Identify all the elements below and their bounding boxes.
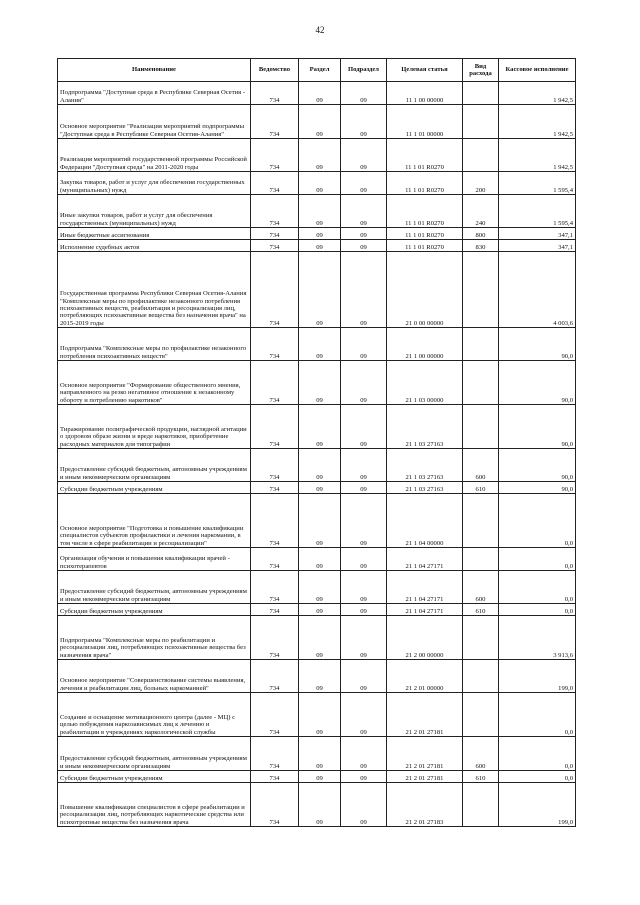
row-kind	[463, 693, 499, 737]
column-header-target: Целевая статья	[387, 59, 463, 82]
table-row	[58, 616, 576, 660]
row-name: Реализация мероприятий государственной программы Российской Федерации "Доступная среда" на 2011-2020 годы	[58, 139, 251, 172]
row-dept: 734	[251, 548, 299, 571]
row-dept: 734	[251, 449, 299, 482]
row-subsection: 09	[341, 783, 387, 827]
row-target: 11 1 01 R0270	[387, 228, 463, 240]
row-kind: 600	[463, 737, 499, 771]
row-amount: 0,0	[499, 494, 576, 548]
row-subsection: 09	[341, 548, 387, 571]
row-dept: 734	[251, 172, 299, 195]
table-row	[58, 449, 576, 482]
row-target: 11 1 01 R0270	[387, 240, 463, 252]
row-name: Предоставление субсидий бюджетным, автономным учреждениям и иным некоммерческим организациям	[58, 571, 251, 604]
row-subsection: 09	[341, 252, 387, 328]
row-kind	[463, 252, 499, 328]
row-kind	[463, 548, 499, 571]
row-amount: 90,0	[499, 405, 576, 449]
row-section: 09	[299, 737, 341, 771]
table-row	[58, 82, 576, 105]
row-amount: 0,0	[499, 604, 576, 616]
row-amount: 199,0	[499, 660, 576, 693]
row-name: Основное мероприятие "Реализация мероприятий подпрограммы "Доступная среда в Республике Северная Осетия-Алания"	[58, 105, 251, 139]
row-name: Тиражирование полиграфической продукции, наглядной агитации о здоровом образе жизни и вреде наркотиков, приобретение расходных материалов для типографии	[58, 405, 251, 449]
row-target: 21 2 01 27183	[387, 783, 463, 827]
row-target: 21 1 03 27163	[387, 449, 463, 482]
row-subsection: 09	[341, 449, 387, 482]
row-dept: 734	[251, 405, 299, 449]
row-name: Государственная программа Республики Северная Осетия-Алания "Комплексные меры по профилактике незаконного потребления психоактивных веществ, реабилитация и ресоциализация лиц, потребляющих психоактивные вещества без назначения врача" на 2015-2019 годы	[58, 252, 251, 328]
row-subsection: 09	[341, 328, 387, 361]
row-amount: 347,1	[499, 240, 576, 252]
row-target: 21 0 00 00000	[387, 252, 463, 328]
row-section: 09	[299, 361, 341, 405]
row-subsection: 09	[341, 228, 387, 240]
row-section: 09	[299, 771, 341, 783]
row-subsection: 09	[341, 737, 387, 771]
table-row	[58, 195, 576, 228]
row-subsection: 09	[341, 195, 387, 228]
row-name: Подпрограмма "Доступная среда в Республике Северная Осетия - Алания"	[58, 82, 251, 105]
row-subsection: 09	[341, 105, 387, 139]
table-row	[58, 548, 576, 571]
table-row	[58, 105, 576, 139]
row-name: Субсидии бюджетным учреждениям	[58, 604, 251, 616]
row-amount: 0,0	[499, 571, 576, 604]
table-row	[58, 604, 576, 616]
table-row	[58, 482, 576, 494]
row-amount: 1 942,5	[499, 105, 576, 139]
column-header-kind: Вид расхода	[463, 59, 499, 82]
table-row	[58, 228, 576, 240]
row-subsection: 09	[341, 240, 387, 252]
row-subsection: 09	[341, 494, 387, 548]
table-row	[58, 771, 576, 783]
row-amount: 90,0	[499, 449, 576, 482]
row-amount: 0,0	[499, 693, 576, 737]
row-dept: 734	[251, 604, 299, 616]
row-section: 09	[299, 783, 341, 827]
table-header-row	[58, 59, 576, 82]
row-name: Субсидии бюджетным учреждениям	[58, 482, 251, 494]
row-subsection: 09	[341, 139, 387, 172]
row-target: 21 1 03 27163	[387, 482, 463, 494]
table-row	[58, 494, 576, 548]
row-section: 09	[299, 693, 341, 737]
row-kind	[463, 494, 499, 548]
row-name: Субсидии бюджетным учреждениям	[58, 771, 251, 783]
row-dept: 734	[251, 240, 299, 252]
row-dept: 734	[251, 571, 299, 604]
row-dept: 734	[251, 228, 299, 240]
row-dept: 734	[251, 616, 299, 660]
row-target: 21 1 04 27171	[387, 604, 463, 616]
row-amount: 0,0	[499, 771, 576, 783]
row-section: 09	[299, 228, 341, 240]
row-name: Предоставление субсидий бюджетным, автономным учреждениям и иным некоммерческим организациям	[58, 449, 251, 482]
row-kind: 610	[463, 771, 499, 783]
row-amount: 0,0	[499, 737, 576, 771]
row-kind: 610	[463, 604, 499, 616]
row-section: 09	[299, 548, 341, 571]
row-subsection: 09	[341, 82, 387, 105]
row-section: 09	[299, 449, 341, 482]
row-target: 21 2 01 00000	[387, 660, 463, 693]
row-section: 09	[299, 571, 341, 604]
row-subsection: 09	[341, 482, 387, 494]
row-amount: 3 913,6	[499, 616, 576, 660]
row-target: 21 1 04 27171	[387, 571, 463, 604]
row-dept: 734	[251, 139, 299, 172]
row-dept: 734	[251, 361, 299, 405]
row-kind: 600	[463, 571, 499, 604]
table-row	[58, 328, 576, 361]
row-target: 11 1 01 R0270	[387, 172, 463, 195]
row-section: 09	[299, 405, 341, 449]
row-kind: 800	[463, 228, 499, 240]
row-dept: 734	[251, 195, 299, 228]
table-row	[58, 252, 576, 328]
table-row	[58, 240, 576, 252]
row-target: 11 1 01 R0270	[387, 139, 463, 172]
table-row	[58, 660, 576, 693]
row-kind: 610	[463, 482, 499, 494]
row-subsection: 09	[341, 693, 387, 737]
row-section: 09	[299, 482, 341, 494]
row-name: Основное мероприятие "Совершенствование системы выявления, лечения и реабилитации лиц, больных наркоманией"	[58, 660, 251, 693]
row-dept: 734	[251, 693, 299, 737]
row-section: 09	[299, 604, 341, 616]
row-section: 09	[299, 105, 341, 139]
row-target: 21 1 03 27163	[387, 405, 463, 449]
row-subsection: 09	[341, 604, 387, 616]
row-target: 21 1 04 27171	[387, 548, 463, 571]
row-subsection: 09	[341, 172, 387, 195]
row-dept: 734	[251, 771, 299, 783]
row-amount: 347,1	[499, 228, 576, 240]
row-name: Основное мероприятие "Подготовка и повышение квалификации специалистов субъектов профилактики и лечения наркомании, в том числе в сфере реабилитации и ресоциализации"	[58, 494, 251, 548]
row-target: 21 1 04 00000	[387, 494, 463, 548]
row-amount: 90,0	[499, 482, 576, 494]
row-amount: 90,0	[499, 361, 576, 405]
row-kind: 600	[463, 449, 499, 482]
row-section: 09	[299, 240, 341, 252]
row-section: 09	[299, 82, 341, 105]
table-row	[58, 172, 576, 195]
row-target: 21 1 03 00000	[387, 361, 463, 405]
row-subsection: 09	[341, 405, 387, 449]
row-dept: 734	[251, 737, 299, 771]
row-dept: 734	[251, 328, 299, 361]
table-row	[58, 405, 576, 449]
row-dept: 734	[251, 105, 299, 139]
row-section: 09	[299, 172, 341, 195]
row-target: 21 2 01 27181	[387, 737, 463, 771]
table-row	[58, 737, 576, 771]
row-target: 21 2 00 00000	[387, 616, 463, 660]
row-subsection: 09	[341, 361, 387, 405]
row-dept: 734	[251, 252, 299, 328]
row-kind	[463, 783, 499, 827]
table-row	[58, 783, 576, 827]
row-name: Закупка товаров, работ и услуг для обеспечения государственных (муниципальных) нужд	[58, 172, 251, 195]
row-target: 21 2 01 27181	[387, 771, 463, 783]
row-kind	[463, 616, 499, 660]
row-name: Подпрограмма "Комплексные меры по профилактике незаконного потребления психоактивных веществ"	[58, 328, 251, 361]
row-target: 11 1 00 00000	[387, 82, 463, 105]
row-subsection: 09	[341, 660, 387, 693]
row-kind	[463, 82, 499, 105]
row-kind	[463, 105, 499, 139]
row-section: 09	[299, 139, 341, 172]
row-target: 11 1 01 R0270	[387, 195, 463, 228]
row-name: Иные бюджетные ассигнования	[58, 228, 251, 240]
row-target: 21 2 01 27181	[387, 693, 463, 737]
row-kind: 830	[463, 240, 499, 252]
row-amount: 1 595,4	[499, 195, 576, 228]
row-name: Повышение квалификации специалистов в сфере реабилитации и ресоциализации лиц, потребляющих наркотические средства или психотропные вещества без назначения врача	[58, 783, 251, 827]
row-amount: 1 942,5	[499, 82, 576, 105]
row-section: 09	[299, 616, 341, 660]
row-name: Основное мероприятие "Формирование общественного мнения, направленного на резко негативное отношение к незаконному обороту и потреблению наркотиков"	[58, 361, 251, 405]
row-amount: 0,0	[499, 548, 576, 571]
column-header-name: Наименование	[58, 59, 251, 82]
row-kind	[463, 361, 499, 405]
row-dept: 734	[251, 482, 299, 494]
table-body	[58, 82, 576, 827]
row-amount: 1 595,4	[499, 172, 576, 195]
row-subsection: 09	[341, 771, 387, 783]
row-section: 09	[299, 195, 341, 228]
row-amount: 4 003,6	[499, 252, 576, 328]
row-subsection: 09	[341, 571, 387, 604]
row-section: 09	[299, 494, 341, 548]
row-kind: 200	[463, 172, 499, 195]
row-kind	[463, 328, 499, 361]
column-header-dept: Ведомство	[251, 59, 299, 82]
page-number: 42	[315, 25, 325, 35]
row-name: Предоставление субсидий бюджетным, автономным учреждениям и иным некоммерческим организациям	[58, 737, 251, 771]
table-row	[58, 139, 576, 172]
budget-table	[57, 58, 576, 827]
row-dept: 734	[251, 660, 299, 693]
row-amount: 199,0	[499, 783, 576, 827]
row-name: Иные закупки товаров, работ и услуг для обеспечения государственных (муниципальных) нужд	[58, 195, 251, 228]
row-kind	[463, 405, 499, 449]
row-amount: 90,0	[499, 328, 576, 361]
row-target: 21 1 00 00000	[387, 328, 463, 361]
row-name: Создание и оснащение мотивационного центра (далее - МЦ) с целью побуждения наркозависимых лиц к лечению и реабилитации в учреждениях наркологической службы	[58, 693, 251, 737]
table-row	[58, 361, 576, 405]
row-kind	[463, 139, 499, 172]
row-subsection: 09	[341, 616, 387, 660]
column-header-subsection: Подраздел	[341, 59, 387, 82]
table-row	[58, 693, 576, 737]
row-kind: 240	[463, 195, 499, 228]
row-dept: 734	[251, 783, 299, 827]
row-kind	[463, 660, 499, 693]
row-name: Организация обучения и повышения квалификации врачей - психотерапевтов	[58, 548, 251, 571]
row-name: Исполнение судебных актов	[58, 240, 251, 252]
row-dept: 734	[251, 494, 299, 548]
row-name: Подпрограмма "Комплексные меры по реабилитации и ресоциализации лиц, потребляющих психоактивные вещества без назначения врача"	[58, 616, 251, 660]
column-header-amount: Кассовое исполнение	[499, 59, 576, 82]
row-section: 09	[299, 252, 341, 328]
row-section: 09	[299, 660, 341, 693]
row-target: 11 1 01 00000	[387, 105, 463, 139]
row-dept: 734	[251, 82, 299, 105]
table-row	[58, 571, 576, 604]
row-section: 09	[299, 328, 341, 361]
column-header-section: Раздел	[299, 59, 341, 82]
row-amount: 1 942,5	[499, 139, 576, 172]
